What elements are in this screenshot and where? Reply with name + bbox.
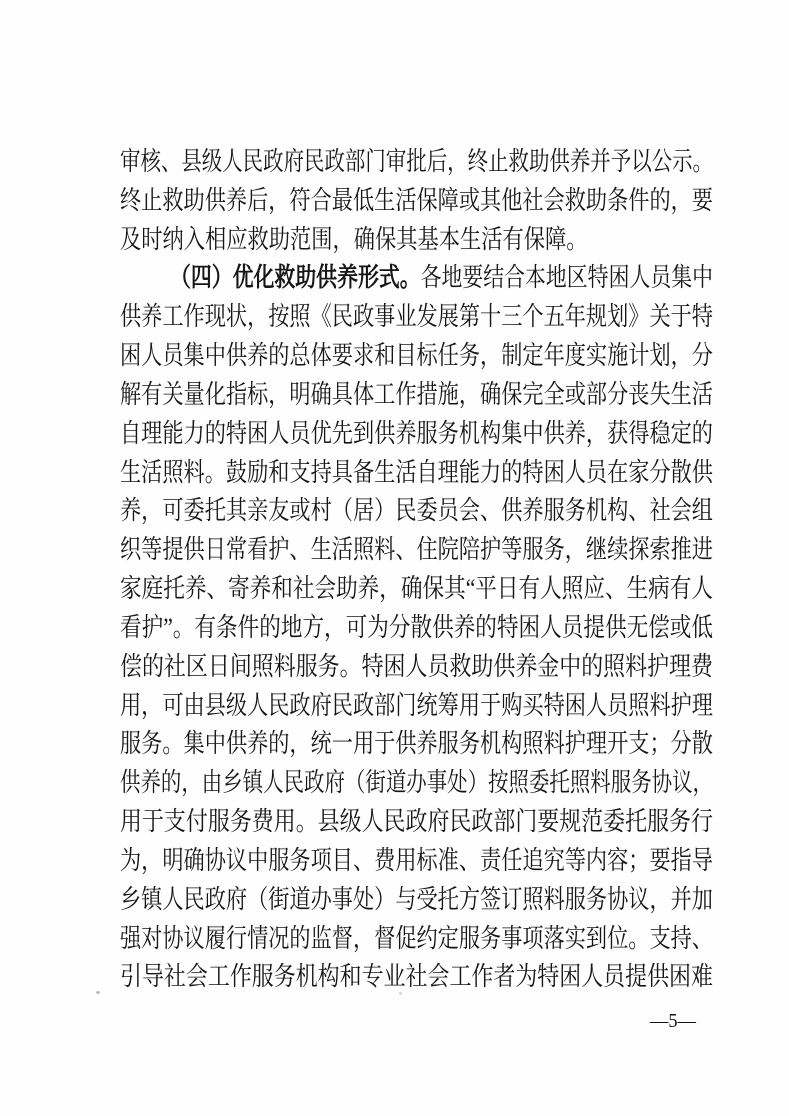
body-text: 用，可由县级人民政府民政部门统筹用于购买特困人员照料护理 <box>120 690 713 720</box>
text-line <box>120 764 713 803</box>
body-text: 终止救助供养后，符合最低生活保障或其他社会救助条件的，要 <box>120 185 713 215</box>
text-line <box>120 492 713 531</box>
text-line <box>120 337 713 376</box>
body-text: 供养的，由乡镇人民政府（街道办事处）按照委托照料服务协议， <box>120 768 713 798</box>
text-line <box>120 570 713 609</box>
text-line-content <box>120 609 713 648</box>
body-text: 看护”。有条件的地方，可为分散供养的特困人员提供无偿或低 <box>120 612 713 642</box>
body-text: 审核、县级人民政府民政部门审批后，终止救助供养并予以公示。 <box>120 147 713 176</box>
text-line <box>120 415 713 454</box>
body-text: 困人员集中供养的总体要求和目标任务，制定年度实施计划，分 <box>120 341 713 371</box>
text-line-content <box>120 881 713 920</box>
text-line-content <box>170 259 713 298</box>
text-line-content <box>120 803 713 842</box>
text-line-content <box>120 376 713 415</box>
text-line <box>120 920 713 959</box>
body-text: 自理能力的特困人员优先到供养服务机构集中供养，获得稳定的 <box>120 418 713 448</box>
text-line-content <box>120 143 713 182</box>
body-text: 家庭托养、寄养和社会助养，确保其“平日有人照应、生病有人 <box>120 574 713 604</box>
body-text: 织等提供日常看护、生活照料、住院陪护等服务，继续探索推进 <box>120 535 713 565</box>
text-line-content <box>120 687 713 726</box>
text-line <box>120 687 713 726</box>
body-text: 各地要结合本地区特困人员集中 <box>420 263 713 293</box>
body-text: 生活照料。鼓励和支持具备生活自理能力的特困人员在家分散供 <box>120 457 713 487</box>
text-line <box>120 376 713 415</box>
text-line-content <box>120 298 713 337</box>
text-line <box>120 454 713 493</box>
section-heading-text: （四）优化救助供养形式。 <box>170 263 421 293</box>
text-line <box>120 259 713 298</box>
text-line-content <box>120 182 713 221</box>
text-line <box>120 881 713 920</box>
body-text: 养，可委托其亲友或村（居）民委员会、供养服务机构、社会组 <box>120 496 713 526</box>
body-text: 用于支付服务费用。县级人民政府民政部门要规范委托服务行 <box>120 807 713 837</box>
text-line <box>120 725 713 764</box>
text-line <box>120 803 713 842</box>
page-number: —5— <box>650 1010 696 1032</box>
text-line <box>120 143 713 182</box>
text-line-content <box>120 958 713 997</box>
text-line-content <box>120 337 713 376</box>
body-text: 偿的社区日间照料服务。特困人员救助供养金中的照料护理费 <box>120 651 713 681</box>
text-line <box>120 298 713 337</box>
body-text: 服务。集中供养的，统一用于供养服务机构照料护理开支；分散 <box>120 729 713 759</box>
body-text: 为，明确协议中服务项目、费用标准、责任追究等内容；要指导 <box>120 845 713 875</box>
text-line <box>120 958 713 997</box>
text-line <box>120 842 713 881</box>
body-text: 解有关量化指标，明确具体工作措施，确保完全或部分丧失生活 <box>120 379 713 409</box>
text-line-content <box>120 492 713 531</box>
text-line-content <box>120 454 713 493</box>
body-text: 供养工作现状，按照《民政事业发展第十三个五年规划》关于特 <box>120 302 713 332</box>
scan-speck <box>399 992 402 995</box>
text-line <box>120 609 713 648</box>
body-text: 引导社会工作服务机构和专业社会工作者为特困人员提供困难 <box>120 962 713 992</box>
body-text: 及时纳入相应救助范围，确保其基本生活有保障。 <box>120 224 588 254</box>
text-line-content <box>120 570 713 609</box>
document-body <box>120 143 713 997</box>
text-line <box>120 182 713 221</box>
text-line <box>120 531 713 570</box>
text-line-content <box>120 415 713 454</box>
text-line-content <box>120 764 713 803</box>
body-text: 乡镇人民政府（街道办事处）与受托方签订照料服务协议，并加 <box>120 884 713 914</box>
text-line-content <box>120 725 713 764</box>
body-text: 强对协议履行情况的监督，督促约定服务事项落实到位。支持、 <box>120 923 713 953</box>
text-line <box>120 648 713 687</box>
text-line-content <box>120 842 713 881</box>
text-line-content <box>120 531 713 570</box>
text-line-content <box>120 920 713 959</box>
text-line-content <box>120 221 587 260</box>
text-line <box>120 221 713 260</box>
scan-speck <box>96 991 100 994</box>
text-line-content <box>120 648 713 687</box>
